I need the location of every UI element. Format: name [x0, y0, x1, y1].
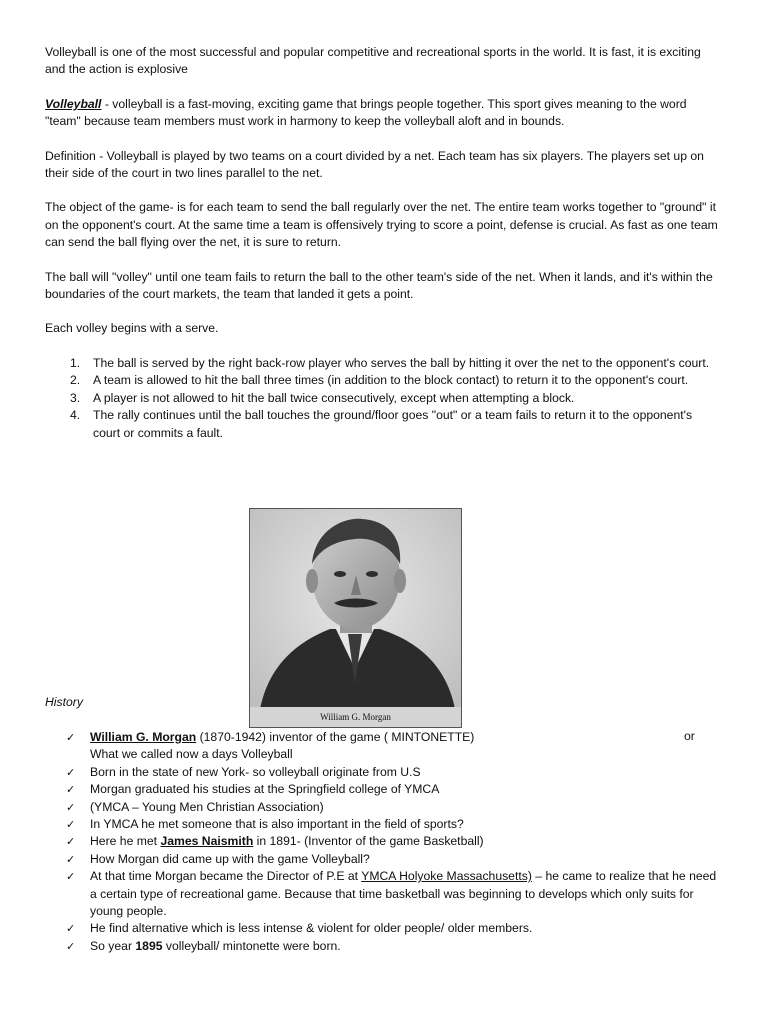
check-icon: ✓ — [66, 852, 76, 866]
check-icon: ✓ — [66, 731, 76, 744]
portrait-image — [250, 509, 461, 727]
check-icon: ✓ — [66, 818, 76, 832]
portrait-caption: William G. Morgan — [320, 712, 391, 722]
definition-paragraph: Definition - Volleyball is played by two teams on a court divided by a net. Each team has six players. The players set up on their side of the court in two lines parallel to the net. — [45, 148, 704, 181]
morgan-portrait — [249, 508, 462, 728]
volleyball-term: Volleyball — [45, 96, 102, 111]
check-icon: ✓ — [66, 870, 76, 884]
list-item: ✓ Morgan graduated his studies at the Springfield college of YMCA — [45, 781, 721, 798]
check-icon: ✓ — [66, 835, 76, 849]
history-list — [45, 729, 721, 955]
check-icon: ✓ — [66, 765, 76, 779]
list-item: ✓ He find alternative which is less intense & violent for older people/ older members. — [45, 920, 721, 937]
list-item: ✓ Born in the state of new York- so volleyball originate from U.S — [45, 764, 721, 781]
list-item: ✓ Here he met James Naismith in 1891- (Inventor of the game Basketball) — [45, 833, 721, 850]
rule-item: 2. A team is allowed to hit the ball three times (in addition to the block contact) to return it to the opponent's court. — [70, 373, 689, 388]
list-item: ✓ In YMCA he met someone that is also important in the field of sports? — [45, 816, 721, 833]
ymca-place: YMCA Holyoke Massachusetts) — [361, 869, 532, 884]
document-body — [45, 44, 721, 442]
check-icon: ✓ — [66, 800, 76, 814]
check-icon: ✓ — [66, 939, 76, 953]
history-heading: History — [45, 695, 83, 709]
list-item: ✓ William G. Morgan (1870-1942) inventor of the game ( MINTONETTE) What we called now a days Volleyball — [45, 729, 721, 764]
naismith-name: James Naismith — [160, 834, 254, 849]
check-icon: ✓ — [66, 783, 76, 797]
serve-intro: Each volley begins with a serve. — [45, 321, 219, 336]
check-icon: ✓ — [66, 922, 76, 936]
volley-paragraph: The ball will "volley" until one team fails to return the ball to the other team's side of the net. When it lands, and it's within the boundaries of the court markets, the team that landed it gets a point. — [45, 269, 713, 302]
list-item: ✓ At that time Morgan became the Director of P.E at YMCA Holyoke Massachusetts) – he came to realize that he need a certain type of recreational game. Because that time basketball was beginning to develops which only suits for young people. — [45, 868, 721, 920]
volleyball-paragraph — [45, 96, 721, 131]
rule-item: 1. The ball is served by the right back-row player who serves the ball by hitting it over the net to the opponent's court. — [70, 355, 710, 370]
list-item: ✓ So year 1895 volleyball/ mintonette were born. — [45, 938, 721, 955]
morgan-name: William G. Morgan — [90, 730, 197, 744]
or-word: or — [684, 729, 695, 743]
list-item: ✓ (YMCA – Young Men Christian Association) — [45, 799, 721, 816]
list-item: ✓ How Morgan did came up with the game Volleyball? — [45, 851, 721, 868]
rule-item: 3. A player is not allowed to hit the ball twice consecutively, except when attempting a block. — [70, 390, 575, 405]
object-paragraph: The object of the game- is for each team to send the ball regularly over the net. The entire team works together to "ground" it on the opponent's court. At the same time a team is offensively trying to score a point, defense is crucial. As fast as one team can send the ball flying over the net, it is sure to return. — [45, 200, 718, 250]
rule-item: 4. The rally continues until the ball touches the ground/floor goes "out" or a team fails to return it to the opponent's court or commits a fault. — [70, 408, 693, 440]
intro-paragraph: Volleyball is one of the most successful and popular competitive and recreational sports in the world. It is fast, it is exciting and the action is explosive — [45, 45, 701, 77]
year-1895: 1895 — [135, 938, 163, 953]
rules-list — [45, 355, 721, 442]
volleyball-text: - volleyball is a fast-moving, exciting game that brings people together. This sport gives meaning to the word "team" because team members must work in harmony to keep the volleyball aloft and in bounds. — [45, 96, 687, 129]
